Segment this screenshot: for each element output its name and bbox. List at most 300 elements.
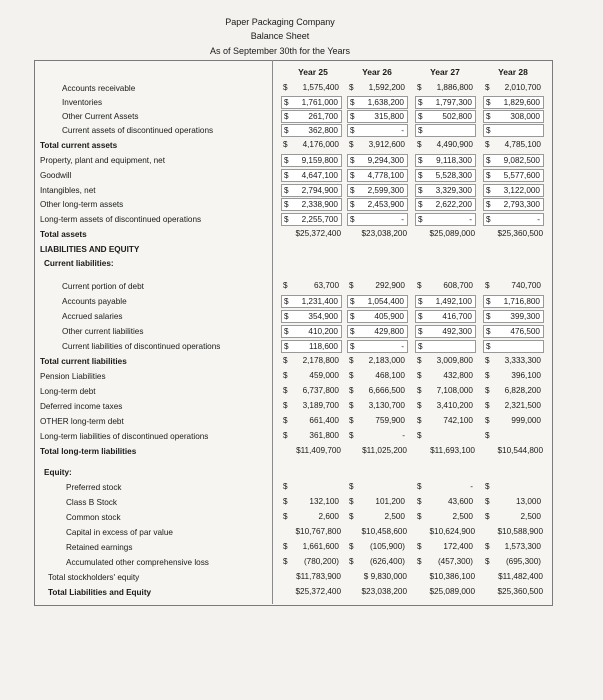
value-cell — [347, 481, 408, 494]
row-label-capital-in-excess-of-par-value: Capital in excess of par value — [66, 528, 173, 537]
currency-symbol: $ — [350, 312, 355, 321]
column-divider — [272, 60, 273, 604]
value-text: 2,183,000 — [368, 356, 405, 365]
value-cell — [347, 571, 408, 584]
value-cell — [347, 169, 408, 182]
value-cell — [347, 370, 408, 383]
value-cell — [415, 571, 476, 584]
value-cell — [347, 184, 408, 197]
value-cell — [415, 541, 476, 554]
currency-symbol: $ — [418, 171, 423, 180]
value-cell — [347, 415, 408, 428]
currency-symbol: $ — [350, 342, 355, 351]
currency-symbol: $ — [349, 83, 354, 92]
value-text: $10,588,900 — [497, 527, 543, 536]
value-cell — [483, 415, 544, 428]
value-cell — [347, 511, 408, 524]
row-label-total-long-term-liabilities: Total long-term liabilities — [40, 447, 137, 456]
currency-symbol: $ — [284, 297, 289, 306]
value-text: 172,400 — [443, 542, 473, 551]
value-text: 315,800 — [374, 112, 404, 121]
row-label-accrued-salaries: Accrued salaries — [62, 312, 123, 321]
value-cell — [483, 496, 544, 509]
currency-symbol: $ — [417, 542, 422, 551]
value-text: 1,761,000 — [301, 98, 338, 107]
value-cell — [281, 445, 342, 458]
company-name: Paper Packaging Company — [225, 17, 335, 27]
value-text: (780,200) — [303, 557, 339, 566]
value-cell — [415, 370, 476, 383]
value-text: 1,492,100 — [435, 297, 472, 306]
currency-symbol: $ — [418, 126, 423, 135]
value-text: 2,178,800 — [302, 356, 339, 365]
value-text: 502,800 — [442, 112, 472, 121]
currency-symbol: $ — [418, 297, 423, 306]
value-text: $23,038,200 — [361, 587, 407, 596]
value-cell — [281, 556, 342, 569]
value-cell — [483, 184, 544, 197]
value-cell — [281, 325, 342, 338]
column-header: Year 25 — [298, 67, 328, 77]
currency-symbol: $ — [485, 83, 490, 92]
value-text: (695,300) — [505, 557, 541, 566]
value-text: 459,000 — [309, 371, 339, 380]
value-text: 2,255,700 — [301, 215, 338, 224]
value-text: 608,700 — [443, 281, 473, 290]
value-cell — [483, 481, 544, 494]
value-text: 740,700 — [511, 281, 541, 290]
value-cell — [415, 415, 476, 428]
row-label-current-liabilities-of-discontinued-operations: Current liabilities of discontinued operations — [62, 342, 221, 351]
currency-symbol: $ — [417, 371, 422, 380]
currency-symbol: $ — [485, 386, 490, 395]
currency-symbol: $ — [349, 512, 354, 521]
row-label-goodwill: Goodwill — [40, 171, 72, 180]
value-cell — [415, 295, 476, 308]
currency-symbol: $ — [417, 482, 422, 491]
value-cell — [281, 110, 342, 123]
value-cell — [483, 310, 544, 323]
statement-title: Balance Sheet — [250, 31, 310, 41]
value-text: 6,828,200 — [504, 386, 541, 395]
value-cell — [347, 325, 408, 338]
value-cell — [347, 154, 408, 167]
currency-symbol: $ — [485, 557, 490, 566]
currency-symbol: $ — [349, 542, 354, 551]
currency-symbol: $ — [350, 98, 355, 107]
row-label-current-liabilities: Current liabilities: — [44, 259, 114, 268]
value-text: 4,490,900 — [436, 140, 473, 149]
currency-symbol: $ — [283, 557, 288, 566]
value-text: 9,294,300 — [367, 156, 404, 165]
value-cell — [415, 325, 476, 338]
value-cell — [281, 280, 342, 293]
value-cell — [347, 340, 408, 353]
currency-symbol: $ — [486, 297, 491, 306]
value-cell — [281, 169, 342, 182]
value-text: (457,300) — [437, 557, 473, 566]
currency-symbol: $ — [283, 431, 288, 440]
value-text: 2,600 — [318, 512, 339, 521]
value-cell — [483, 213, 544, 226]
value-text: 1,886,800 — [436, 83, 473, 92]
currency-symbol: $ — [485, 512, 490, 521]
currency-symbol: $ — [417, 431, 422, 440]
value-cell — [347, 295, 408, 308]
currency-symbol: $ — [350, 186, 355, 195]
value-text: 2,793,300 — [503, 200, 540, 209]
value-cell — [483, 586, 544, 599]
value-cell — [281, 430, 342, 443]
value-cell — [347, 355, 408, 368]
value-text: 2,500 — [384, 512, 405, 521]
currency-symbol: $ — [350, 200, 355, 209]
value-cell — [483, 169, 544, 182]
value-text: - — [537, 215, 540, 224]
value-cell — [415, 340, 476, 353]
value-cell — [483, 511, 544, 524]
value-text: $25,360,500 — [497, 587, 543, 596]
value-cell — [347, 445, 408, 458]
value-text: $25,372,400 — [295, 587, 341, 596]
currency-symbol: $ — [486, 156, 491, 165]
value-text: 2,338,900 — [301, 200, 338, 209]
value-text: 9,082,500 — [503, 156, 540, 165]
value-text: 2,622,200 — [435, 200, 472, 209]
value-cell — [415, 213, 476, 226]
value-text: 1,231,400 — [301, 297, 338, 306]
value-cell — [281, 370, 342, 383]
value-text: - — [469, 215, 472, 224]
value-text: $11,783,900 — [296, 572, 341, 581]
value-cell — [347, 310, 408, 323]
currency-symbol: $ — [284, 126, 289, 135]
value-text: 410,200 — [308, 327, 338, 336]
currency-symbol: $ — [418, 215, 423, 224]
value-text: $25,360,500 — [497, 229, 543, 238]
row-label-current-assets-of-discontinued-operations: Current assets of discontinued operations — [62, 126, 214, 135]
value-cell — [281, 415, 342, 428]
column-header: Year 26 — [362, 67, 392, 77]
value-cell — [347, 430, 408, 443]
value-text: 661,400 — [309, 416, 339, 425]
value-cell — [347, 96, 408, 109]
value-text: 361,800 — [309, 431, 339, 440]
currency-symbol: $ — [350, 215, 355, 224]
value-text: 4,176,000 — [302, 140, 339, 149]
row-label-total-current-assets: Total current assets — [40, 141, 118, 150]
row-label-equity: Equity: — [44, 468, 72, 477]
value-text: 4,647,100 — [301, 171, 338, 180]
value-cell — [415, 586, 476, 599]
value-cell — [483, 139, 544, 152]
currency-symbol: $ — [350, 126, 355, 135]
currency-symbol: $ — [485, 482, 490, 491]
currency-symbol: $ — [485, 497, 490, 506]
currency-symbol: $ — [486, 215, 491, 224]
currency-symbol: $ — [284, 186, 289, 195]
value-text: 3,130,700 — [368, 401, 405, 410]
value-text: 2,500 — [452, 512, 473, 521]
row-label-other-current-liabilities: Other current liabilities — [62, 327, 144, 336]
value-text: 1,797,300 — [435, 98, 472, 107]
value-cell — [347, 541, 408, 554]
currency-symbol: $ — [418, 200, 423, 209]
value-cell — [483, 82, 544, 95]
value-text: 3,189,700 — [302, 401, 339, 410]
value-text: 1,829,600 — [503, 98, 540, 107]
row-label-long-term-debt: Long-term debt — [40, 387, 96, 396]
currency-symbol: $ — [283, 356, 288, 365]
currency-symbol: $ — [350, 156, 355, 165]
value-cell — [347, 110, 408, 123]
currency-symbol: $ — [283, 83, 288, 92]
currency-symbol: $ — [349, 497, 354, 506]
row-label-current-portion-of-debt: Current portion of debt — [62, 282, 144, 291]
currency-symbol: $ — [486, 327, 491, 336]
currency-symbol: $ — [284, 98, 289, 107]
value-text: 1,716,800 — [503, 297, 540, 306]
value-text: 6,737,800 — [302, 386, 339, 395]
currency-symbol: $ — [417, 356, 422, 365]
value-cell — [281, 228, 342, 241]
value-text: $25,089,000 — [429, 229, 475, 238]
value-cell — [483, 400, 544, 413]
currency-symbol: $ — [485, 371, 490, 380]
value-text: 9,118,300 — [436, 156, 472, 165]
value-text: 432,800 — [443, 371, 473, 380]
value-cell — [415, 496, 476, 509]
row-label-long-term-liabilities-of-discontinued-operations: Long-term liabilities of discontinued operations — [40, 432, 209, 441]
value-text: $25,372,400 — [295, 229, 341, 238]
row-label-other-current-assets: Other Current Assets — [62, 112, 139, 121]
currency-symbol: $ — [283, 482, 288, 491]
currency-symbol: $ — [349, 386, 354, 395]
value-cell — [281, 511, 342, 524]
value-cell — [483, 110, 544, 123]
value-text: - — [402, 431, 405, 440]
value-text: 292,900 — [375, 281, 405, 290]
value-cell — [415, 355, 476, 368]
value-cell — [415, 139, 476, 152]
value-text: 2,794,900 — [301, 186, 338, 195]
value-cell — [483, 280, 544, 293]
row-label-other-long-term-assets: Other long-term assets — [40, 200, 124, 209]
currency-symbol: $ — [418, 112, 423, 121]
value-text: 132,100 — [309, 497, 339, 506]
value-text: $25,089,000 — [429, 587, 475, 596]
currency-symbol: $ — [283, 140, 288, 149]
currency-symbol: $ — [283, 497, 288, 506]
currency-symbol: $ — [418, 312, 423, 321]
value-text: 5,528,300 — [435, 171, 472, 180]
currency-symbol: $ — [486, 312, 491, 321]
currency-symbol: $ — [349, 140, 354, 149]
value-text: 3,912,600 — [368, 140, 405, 149]
value-text: 13,000 — [515, 497, 541, 506]
value-text: 7,108,000 — [436, 386, 473, 395]
value-cell — [347, 400, 408, 413]
value-cell — [281, 124, 342, 137]
statement-period: As of September 30th for the Years — [209, 46, 351, 56]
value-text: 399,300 — [510, 312, 540, 321]
value-cell — [347, 213, 408, 226]
currency-symbol: $ — [350, 112, 355, 121]
row-label-intangibles-net: Intangibles, net — [40, 186, 96, 195]
currency-symbol: $ — [418, 156, 423, 165]
currency-symbol: $ — [417, 512, 422, 521]
currency-symbol: $ — [417, 83, 422, 92]
value-cell — [347, 556, 408, 569]
value-cell — [281, 213, 342, 226]
value-cell — [281, 184, 342, 197]
currency-symbol: $ — [417, 140, 422, 149]
currency-symbol: $ — [485, 401, 490, 410]
value-cell — [415, 169, 476, 182]
currency-symbol: $ — [418, 327, 423, 336]
value-cell — [281, 198, 342, 211]
value-text: - — [401, 215, 404, 224]
value-cell — [483, 385, 544, 398]
value-cell — [415, 82, 476, 95]
value-text: 4,785,100 — [504, 140, 541, 149]
value-cell — [483, 124, 544, 137]
currency-symbol: $ — [417, 497, 422, 506]
row-label-accumulated-other-comprehensive-loss: Accumulated other comprehensive loss — [66, 558, 209, 567]
value-text: 43,600 — [447, 497, 473, 506]
currency-symbol: $ — [349, 281, 354, 290]
value-cell — [281, 481, 342, 494]
row-label-liabilities-and-equity: LIABILITIES AND EQUITY — [40, 245, 140, 254]
value-text: $ 9,830,000 — [363, 572, 407, 581]
value-text: $11,025,200 — [362, 446, 407, 455]
value-text: 5,577,600 — [503, 171, 540, 180]
value-text: 3,329,300 — [435, 186, 472, 195]
currency-symbol: $ — [485, 140, 490, 149]
row-label-common-stock: Common stock — [66, 513, 121, 522]
value-cell — [415, 154, 476, 167]
value-cell — [281, 139, 342, 152]
value-text: 396,100 — [511, 371, 541, 380]
value-cell — [483, 340, 544, 353]
value-text: 3,333,300 — [504, 356, 541, 365]
currency-symbol: $ — [417, 557, 422, 566]
currency-symbol: $ — [486, 200, 491, 209]
value-text: $23,038,200 — [361, 229, 407, 238]
value-cell — [281, 96, 342, 109]
row-label-class-b-stock: Class B Stock — [66, 498, 117, 507]
currency-symbol: $ — [284, 312, 289, 321]
value-cell — [415, 198, 476, 211]
value-cell — [415, 310, 476, 323]
currency-symbol: $ — [283, 401, 288, 410]
currency-symbol: $ — [417, 386, 422, 395]
value-cell — [415, 110, 476, 123]
row-label-inventories: Inventories — [62, 98, 103, 107]
value-text: 759,900 — [375, 416, 405, 425]
value-cell — [483, 154, 544, 167]
value-cell — [347, 139, 408, 152]
value-cell — [483, 445, 544, 458]
row-label-retained-earnings: Retained earnings — [66, 543, 133, 552]
value-text: 6,666,500 — [368, 386, 405, 395]
column-header: Year 27 — [430, 67, 460, 77]
value-text: 354,900 — [308, 312, 338, 321]
currency-symbol: $ — [417, 281, 422, 290]
currency-symbol: $ — [418, 98, 423, 107]
currency-symbol: $ — [485, 356, 490, 365]
value-cell — [415, 385, 476, 398]
value-text: $10,386,100 — [429, 572, 475, 581]
row-label-total-assets: Total assets — [40, 230, 87, 239]
value-text: $11,693,100 — [430, 446, 475, 455]
value-text: 429,800 — [374, 327, 404, 336]
currency-symbol: $ — [486, 342, 491, 351]
value-cell — [281, 340, 342, 353]
currency-symbol: $ — [283, 281, 288, 290]
currency-symbol: $ — [283, 512, 288, 521]
value-cell — [281, 586, 342, 599]
value-cell — [415, 526, 476, 539]
value-cell — [281, 526, 342, 539]
value-text: 2,500 — [520, 512, 541, 521]
value-cell — [281, 355, 342, 368]
row-label-deferred-income-taxes: Deferred income taxes — [40, 402, 123, 411]
value-text: 1,638,200 — [367, 98, 404, 107]
value-cell — [415, 445, 476, 458]
currency-symbol: $ — [485, 416, 490, 425]
row-label-pension-liabilities: Pension Liabilities — [40, 372, 106, 381]
currency-symbol: $ — [284, 342, 289, 351]
value-text: 476,500 — [510, 327, 540, 336]
row-label-property-plant-and-equipment-net: Property, plant and equipment, net — [40, 156, 166, 165]
value-text: $10,544,800 — [497, 446, 543, 455]
value-cell — [415, 96, 476, 109]
currency-symbol: $ — [284, 327, 289, 336]
value-cell — [415, 280, 476, 293]
currency-symbol: $ — [284, 171, 289, 180]
row-label-other-long-term-debt: OTHER long-term debt — [40, 417, 124, 426]
currency-symbol: $ — [486, 186, 491, 195]
currency-symbol: $ — [485, 281, 490, 290]
value-text: 2,453,900 — [367, 200, 404, 209]
value-text: 2,599,300 — [367, 186, 404, 195]
currency-symbol: $ — [418, 342, 423, 351]
currency-symbol: $ — [349, 356, 354, 365]
value-cell — [347, 228, 408, 241]
value-cell — [347, 496, 408, 509]
value-text: 3,410,200 — [436, 401, 473, 410]
value-text: $10,767,800 — [295, 527, 341, 536]
currency-symbol: $ — [349, 416, 354, 425]
value-text: 468,100 — [375, 371, 405, 380]
currency-symbol: $ — [486, 171, 491, 180]
value-text: 63,700 — [313, 281, 339, 290]
value-cell — [415, 430, 476, 443]
row-label-total-liabilities-and-equity: Total Liabilities and Equity — [48, 588, 152, 597]
currency-symbol: $ — [350, 297, 355, 306]
value-cell — [483, 526, 544, 539]
value-cell — [483, 295, 544, 308]
value-text: $11,409,700 — [296, 446, 341, 455]
value-cell — [281, 541, 342, 554]
value-cell — [483, 370, 544, 383]
currency-symbol: $ — [284, 156, 289, 165]
currency-symbol: $ — [485, 542, 490, 551]
value-cell — [347, 280, 408, 293]
value-text: 405,900 — [374, 312, 404, 321]
value-text: 2,321,500 — [504, 401, 541, 410]
